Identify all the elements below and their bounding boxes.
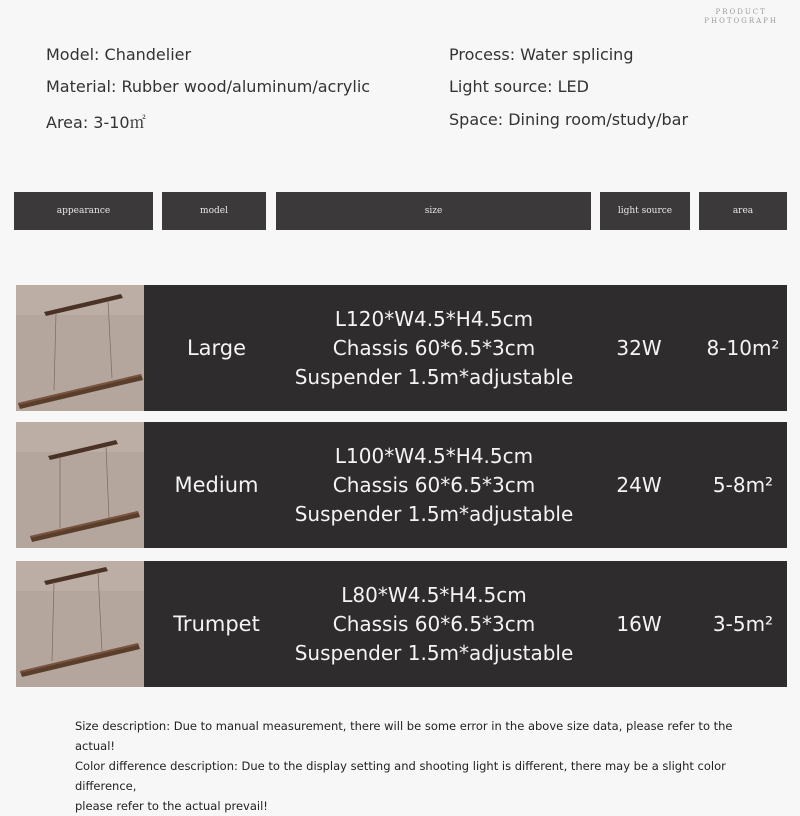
lamp-image bbox=[16, 561, 144, 687]
header-size: size bbox=[276, 192, 591, 230]
row-size bbox=[289, 422, 579, 548]
note-size: Size description: Due to manual measurement, there will be some error in the above size data, please refer to the actual! bbox=[75, 719, 733, 753]
brand-watermark bbox=[704, 8, 778, 26]
spec-area: Area: 3-10㎡ bbox=[46, 113, 146, 132]
brand-line-2: PHOTOGRAPH bbox=[704, 17, 778, 25]
lamp-image bbox=[16, 422, 144, 548]
notes bbox=[75, 716, 775, 816]
size-chassis: Chassis 60*6.5*3cm bbox=[332, 472, 536, 497]
lamp-image bbox=[16, 285, 144, 411]
brand-line-1: PRODUCT bbox=[715, 8, 767, 16]
note-color-cont: please refer to the actual prevail! bbox=[75, 799, 268, 813]
size-chassis: Chassis 60*6.5*3cm bbox=[332, 611, 536, 636]
table-row bbox=[16, 422, 787, 548]
spec-process: Process: Water splicing bbox=[449, 45, 634, 64]
size-suspender: Suspender 1.5m*adjustable bbox=[294, 364, 574, 389]
row-area: 5-8m² bbox=[712, 473, 774, 497]
spec-material: Material: Rubber wood/aluminum/acrylic bbox=[46, 77, 371, 96]
header-appearance: appearance bbox=[14, 192, 153, 230]
size-chassis: Chassis 60*6.5*3cm bbox=[332, 335, 536, 360]
row-area: 3-5m² bbox=[712, 612, 774, 636]
row-power: 24W bbox=[616, 473, 662, 497]
row-power: 16W bbox=[616, 612, 662, 636]
row-power: 32W bbox=[616, 336, 662, 360]
row-size bbox=[289, 285, 579, 411]
table-row bbox=[16, 285, 787, 411]
header-light-source: light source bbox=[600, 192, 690, 230]
table-row bbox=[16, 561, 787, 687]
row-model: Medium bbox=[174, 473, 259, 497]
row-model: Large bbox=[186, 336, 247, 360]
row-size bbox=[289, 561, 579, 687]
note-color: Color difference description: Due to the display setting and shooting light is different, there may be a slight color difference, bbox=[75, 759, 726, 793]
size-suspender: Suspender 1.5m*adjustable bbox=[294, 640, 574, 665]
header-area: area bbox=[699, 192, 787, 230]
row-model: Trumpet bbox=[173, 612, 260, 636]
size-dimensions: L120*W4.5*H4.5cm bbox=[334, 306, 534, 331]
spec-model: Model: Chandelier bbox=[46, 45, 192, 64]
row-area: 8-10m² bbox=[706, 336, 780, 360]
size-dimensions: L100*W4.5*H4.5cm bbox=[334, 443, 534, 468]
size-dimensions: L80*W4.5*H4.5cm bbox=[341, 582, 527, 607]
size-suspender: Suspender 1.5m*adjustable bbox=[294, 501, 574, 526]
header-model: model bbox=[162, 192, 266, 230]
spec-space: Space: Dining room/study/bar bbox=[449, 110, 689, 129]
spec-light-source: Light source: LED bbox=[449, 77, 589, 96]
